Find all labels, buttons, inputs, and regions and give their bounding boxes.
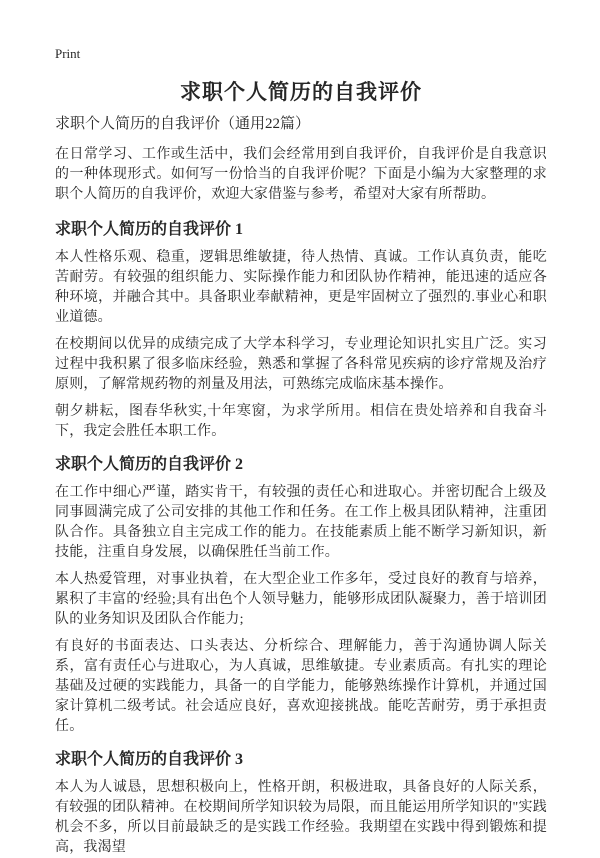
section-1-paragraph-3: 朝夕耕耘，图春华秋实,十年寒窗，为求学所用。相信在贵处培养和自我奋斗下，我定会胜任本职工作。 xyxy=(55,404,547,439)
section-2-paragraph-2: 本人热爱管理，对事业执着，在大型企业工作多年，受过良好的教育与培养，累积了丰富的'经验;具有出色个人领导魅力，能够形成团队凝聚力，善于培训团队的业务知识及团队合作能力; xyxy=(55,572,547,627)
section-3-paragraph-1: 本人为人诚恳，思想积极向上，性格开朗，积极进取，具备良好的人际关系，有较强的团队精神。在校期间所学知识较为局限，而且能运用所学知识的"实践机会不多，所以目前最缺乏的是实践工作经验。我期望在实践中得到锻炼和提高，我渴望 xyxy=(55,780,547,855)
page-title: 求职个人简历的自我评价 xyxy=(180,80,422,104)
intro-paragraph: 在日常学习、工作或生活中，我们会经常用到自我评价，自我评价是自我意识的一种体现形式。如何写一份恰当的自我评价呢？下面是小编为大家整理的求职个人简历的自我评价，欢迎大家借鉴与参考，希望对大家有所帮助。 xyxy=(55,147,547,202)
section-1-paragraph-2: 在校期间以优异的成绩完成了大学本科学习，专业理论知识扎实且广泛。实习过程中我积累了很多临床经验，熟悉和掌握了各科常见疾病的诊疗常规及治疗原则，了解常规药物的剂量及用法，可熟练完成临床基本操作。 xyxy=(55,337,547,392)
section-1-heading: 求职个人简历的自我评价 1 xyxy=(55,221,244,238)
section-1-paragraph-1: 本人性格乐观、稳重，逻辑思维敏捷，待人热情、真诚。工作认真负责，能吃苦耐劳。有较强的组织能力、实际操作能力和团队协作精神，能迅速的适应各种环境，并融合其中。具备职业奉献精神，更是牢固树立了强烈的.事业心和职业道德。 xyxy=(55,250,547,325)
section-2-paragraph-1: 在工作中细心严谨，踏实肯干，有较强的责任心和进取心。并密切配合上级及同事圆满完成了公司安排的其他工作和任务。在工作上极具团队精神，注重团队合作。具备独立自主完成工作的能力。在技能素质上能不断学习新知识，新技能，注重自身发展，以确保胜任当前工作。 xyxy=(55,485,547,560)
print-link[interactable]: Print xyxy=(55,46,81,61)
section-2-heading: 求职个人简历的自我评价 2 xyxy=(55,456,244,473)
section-3-heading: 求职个人简历的自我评价 3 xyxy=(55,751,244,768)
subtitle: 求职个人简历的自我评价（通用22篇） xyxy=(55,116,311,132)
section-2-paragraph-3: 有良好的书面表达、口头表达、分析综合、理解能力，善于沟通协调人际关系，富有责任心与进取心，为人真诚，思维敏捷。专业素质高。有扎实的理论基础及过硬的实践能力，具备一的自学能力，能够熟练操作计算机，并通过国家计算机二级考试。社会适应良好，喜欢迎接挑战。能吃苦耐劳，勇于承担责任。 xyxy=(55,639,547,734)
